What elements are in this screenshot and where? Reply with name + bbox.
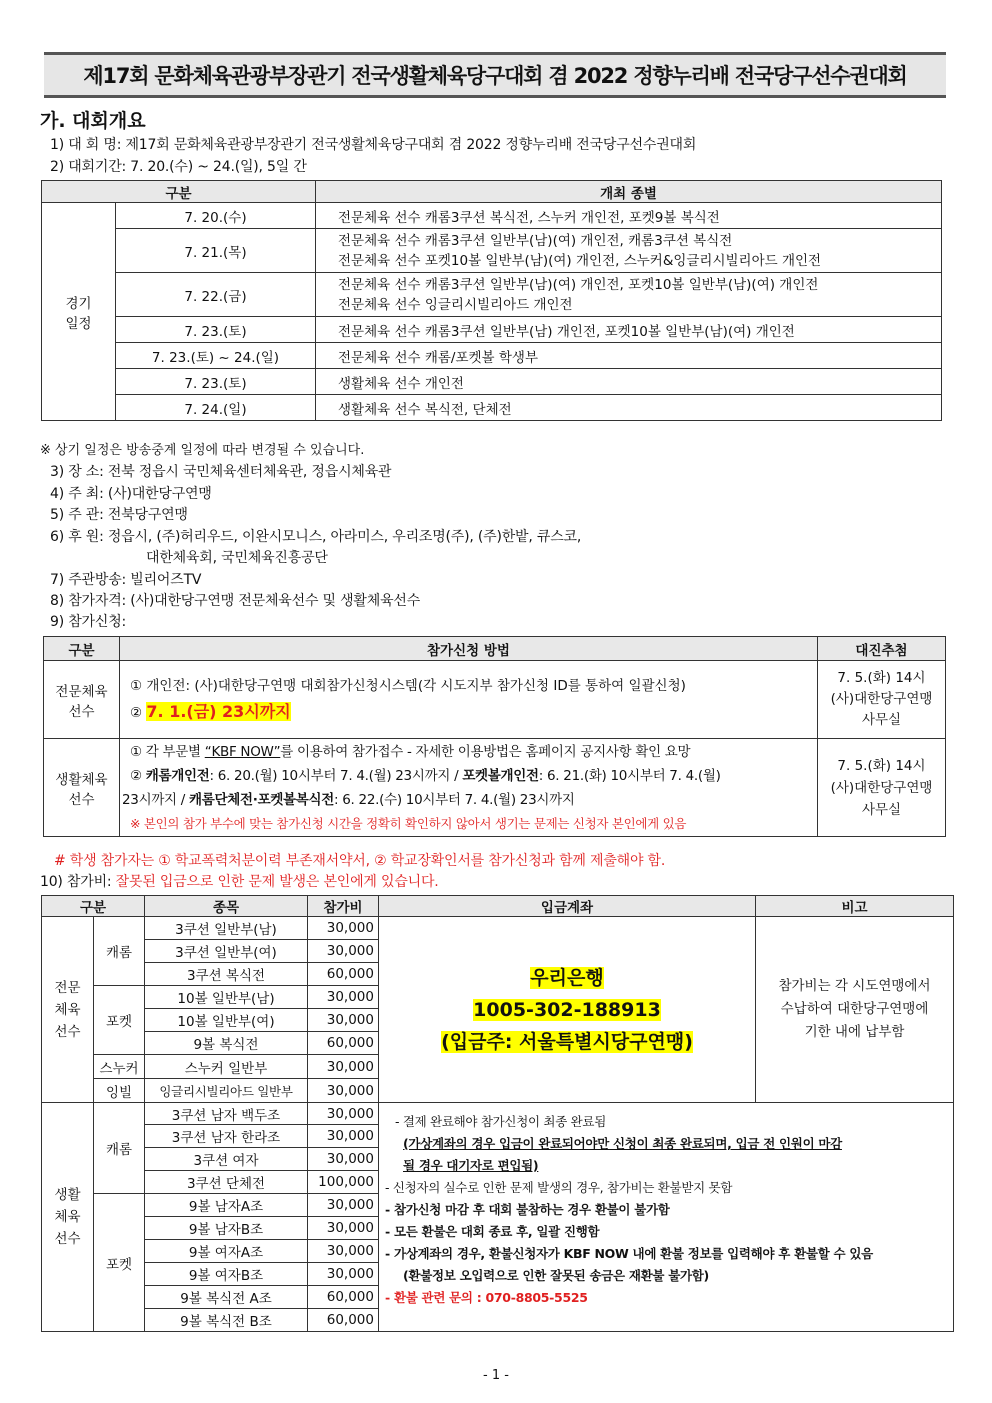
fee-event: 9볼 여자B조 [145, 1263, 308, 1286]
registration-amateur-method: ① 각 부문별 “KBF NOW”를 이용하여 참가접수 - 자세한 이용방법은 홈페이지 공지사항 확인 요망 ② 캐롬개인전: 6. 20.(월) 10시부터 7. 4.(월) 23시까지 / 포켓볼개인전: 6. 21.(화) 10시부터 7. 4.(월) 23시까지 / 캐롬단체전·포켓볼복식전: 6. 22.(수) 10시부터 7. 4.(월) 23시까지 ※ 본인의 참가 부수에 맞는 참가신청 시간을 정확히 확인하지 않아서 생기는 문제는 신청자 본인에게 있음 [120, 739, 818, 837]
fee-amount: 30,000 [308, 1125, 379, 1148]
registration-amateur-label: 생활체육 선수 [44, 739, 120, 837]
fee-amount: 30,000 [308, 1217, 379, 1240]
fee-amount: 30,000 [308, 940, 379, 963]
fee-event: 10볼 일반부(남) [145, 986, 308, 1009]
fee-group-name: 잉빌 [94, 1079, 145, 1103]
fee-event: 스누커 일반부 [145, 1055, 308, 1079]
fee-event: 9볼 남자A조 [145, 1194, 308, 1217]
fee-event: 3쿠션 여자 [145, 1148, 308, 1171]
schedule-events: 생활체육 선수 개인전 [316, 369, 942, 395]
registration-pro-method: ① 개인전: (사)대한당구연맹 대회참가신청시스템(각 시도지부 참가신청 ID를 통하여 일괄신청) ② 7. 1.(금) 23시까지 [120, 661, 818, 739]
fee-header-note: 비고 [756, 896, 954, 917]
bank-name: 우리은행 [530, 966, 604, 989]
fee-amateur-label: 생활 체육 선수 [42, 1103, 94, 1332]
item-5: 5) 주 관: 전북당구연맹 [50, 507, 188, 523]
bank-account-number: 1005-302-188913 [473, 998, 661, 1021]
item-7: 7) 주관방송: 빌리어즈TV [50, 572, 202, 588]
item-6: 6) 후 원: 정읍시, (주)허리우드, 이완시모니스, 아라미스, 우리조명(주), (주)한밭, 큐스코, [50, 529, 582, 545]
fee-event: 9볼 여자A조 [145, 1240, 308, 1263]
registration-header-category: 구분 [44, 637, 120, 661]
fee-event: 3쿠션 남자 백두조 [145, 1103, 308, 1125]
fee-event: 9볼 남자B조 [145, 1217, 308, 1240]
schedule-header-events: 개최 종별 [316, 181, 942, 203]
fee-event: 9볼 복식전 [145, 1032, 308, 1055]
registration-header-draw: 대진추첨 [818, 637, 946, 661]
fee-amount: 60,000 [308, 1286, 379, 1309]
item-8: 8) 참가자격: (사)대한당구연맹 전문체육선수 및 생활체육선수 [50, 593, 421, 609]
fee-amount: 30,000 [308, 1103, 379, 1125]
item-2: 2) 대회기간: 7. 20.(수) ~ 24.(일), 5일 간 [50, 159, 307, 175]
schedule-date: 7. 22.(금) [116, 273, 316, 317]
fee-header-category: 구분 [42, 896, 145, 917]
bank-account-holder: (입금주: 서울특별시당구연맹) [441, 1030, 693, 1053]
fee-event: 3쿠션 일반부(남) [145, 917, 308, 940]
bank-account-cell [379, 917, 756, 1103]
fee-group-name: 스누커 [94, 1055, 145, 1079]
schedule-events: 전문체육 선수 캐롬/포켓볼 학생부 [316, 343, 942, 369]
fee-amount: 30,000 [308, 1263, 379, 1286]
fee-amount: 30,000 [308, 1079, 379, 1103]
fee-amount: 30,000 [308, 986, 379, 1009]
schedule-date: 7. 23.(토) ~ 24.(일) [116, 343, 316, 369]
schedule-table [41, 180, 942, 421]
page-number: - 1 - [483, 1368, 509, 1383]
document-title-box [44, 52, 946, 98]
schedule-events: 전문체육 선수 캐롬3쿠션 일반부(남)(여) 개인전, 포켓10볼 일반부(남)(여) 개인전 전문체육 선수 잉글리시빌리아드 개인전 [316, 273, 942, 317]
schedule-events: 전문체육 선수 캐롬3쿠션 일반부(남)(여) 개인전, 캐롬3쿠션 복식전 전문체육 선수 포켓10볼 일반부(남)(여) 개인전, 스누커&잉글리시빌리아드 개인전 [316, 229, 942, 273]
schedule-date: 7. 20.(수) [116, 203, 316, 229]
fee-amount: 30,000 [308, 1148, 379, 1171]
schedule-date: 7. 23.(토) [116, 369, 316, 395]
registration-header-method: 참가신청 방법 [120, 637, 818, 661]
fee-table [41, 895, 954, 1332]
fee-event: 9볼 복식전 B조 [145, 1309, 308, 1332]
item-9: 9) 참가신청: [50, 614, 127, 630]
student-note: # 학생 참가자는 ① 학교폭력처분이력 부존재서약서, ② 학교장확인서를 참가신청과 함께 제출해야 함. [54, 853, 666, 869]
fee-event: 3쿠션 단체전 [145, 1171, 308, 1194]
fee-amount: 30,000 [308, 1194, 379, 1217]
pro-deadline: 7. 1.(금) 23시까지 [146, 702, 291, 721]
fee-event: 3쿠션 남자 한라조 [145, 1125, 308, 1148]
registration-amateur-draw: 7. 5.(화) 14시 (사)대한당구연맹 사무실 [818, 739, 946, 837]
registration-table [43, 636, 946, 837]
fee-amount: 60,000 [308, 1309, 379, 1332]
fee-header-account: 입금계좌 [379, 896, 756, 917]
fee-group-name: 포켓 [94, 1194, 145, 1332]
fee-pro-label: 전문 체육 선수 [42, 917, 94, 1103]
schedule-group-label: 경기 일정 [42, 203, 116, 421]
schedule-events: 전문체육 선수 캐롬3쿠션 일반부(남) 개인전, 포켓10볼 일반부(남)(여) 개인전 [316, 317, 942, 343]
fee-event: 잉글리시빌리아드 일반부 [145, 1079, 308, 1103]
item-4: 4) 주 최: (사)대한당구연맹 [50, 486, 212, 502]
schedule-date: 7. 24.(일) [116, 395, 316, 421]
fee-amount: 30,000 [308, 1240, 379, 1263]
schedule-date: 7. 21.(목) [116, 229, 316, 273]
schedule-events: 전문체육 선수 캐롬3쿠션 복식전, 스누커 개인전, 포켓9볼 복식전 [316, 203, 942, 229]
fee-event: 3쿠션 복식전 [145, 963, 308, 986]
fee-pro-note: 참가비는 각 시도연맹에서 수납하여 대한당구연맹에 기한 내에 납부함 [756, 917, 954, 1103]
fee-event: 10볼 일반부(여) [145, 1009, 308, 1032]
fee-header-event: 종목 [145, 896, 308, 917]
fee-event: 3쿠션 일반부(여) [145, 940, 308, 963]
fee-amount: 60,000 [308, 1032, 379, 1055]
fee-group-name: 캐롬 [94, 917, 145, 986]
schedule-note: ※ 상기 일정은 방송중계 일정에 따라 변경될 수 있습니다. [40, 443, 365, 458]
document-title: 제17회 문화체육관광부장관기 전국생활체육당구대회 겸 2022 정향누리배 전국당구선수권대회 [83, 64, 907, 88]
schedule-events: 생활체육 선수 복식전, 단체전 [316, 395, 942, 421]
fee-amount: 100,000 [308, 1171, 379, 1194]
schedule-date: 7. 23.(토) [116, 317, 316, 343]
fee-amount: 30,000 [308, 1055, 379, 1079]
schedule-header-category: 구분 [42, 181, 316, 203]
fee-amount: 30,000 [308, 1009, 379, 1032]
registration-pro-label: 전문체육 선수 [44, 661, 120, 739]
item-6-continued: 대한체육회, 국민체육진흥공단 [146, 550, 328, 566]
fee-amateur-notes: - 결제 완료해야 참가신청이 최종 완료됨 (가상계좌의 경우 입금이 완료되어야만 신청이 최종 완료되며, 입금 전 인원이 마감 될 경우 대기자로 편입됨) - 신청자의 실수로 인한 문제 발생의 경우, 참가비는 환불받지 못함 - 참가신청 마감 후 대회 불참하는 경우 환불이 불가함 - 모든 환불은 대회 종료 후, 일괄 진행함 - 가상계좌의 경우, 환불신청자가 KBF NOW 내에 환불 정보를 입력해야 후 환불할 수 있음 (환불정보 오입력으로 인한 잘못된 송금은 재환불 불가함) - 환불 관련 문의 : 070-8805-5525 [379, 1103, 954, 1332]
registration-pro-draw: 7. 5.(화) 14시 (사)대한당구연맹 사무실 [818, 661, 946, 739]
fee-event: 9볼 복식전 A조 [145, 1286, 308, 1309]
fee-amount: 60,000 [308, 963, 379, 986]
fee-header-fee: 참가비 [308, 896, 379, 917]
fee-amount: 30,000 [308, 917, 379, 940]
item-3: 3) 장 소: 전북 정읍시 국민체육센터체육관, 정읍시체육관 [50, 464, 392, 480]
section-heading: 가. 대회개요 [40, 110, 146, 132]
fee-group-name: 포켓 [94, 986, 145, 1055]
item-10: 10) 참가비: 잘못된 입금으로 인한 문제 발생은 본인에게 있습니다. [40, 874, 439, 890]
item-1: 1) 대 회 명: 제17회 문화체육관광부장관기 전국생활체육당구대회 겸 2022 정향누리배 전국당구선수권대회 [50, 137, 697, 153]
fee-group-name: 캐롬 [94, 1103, 145, 1194]
